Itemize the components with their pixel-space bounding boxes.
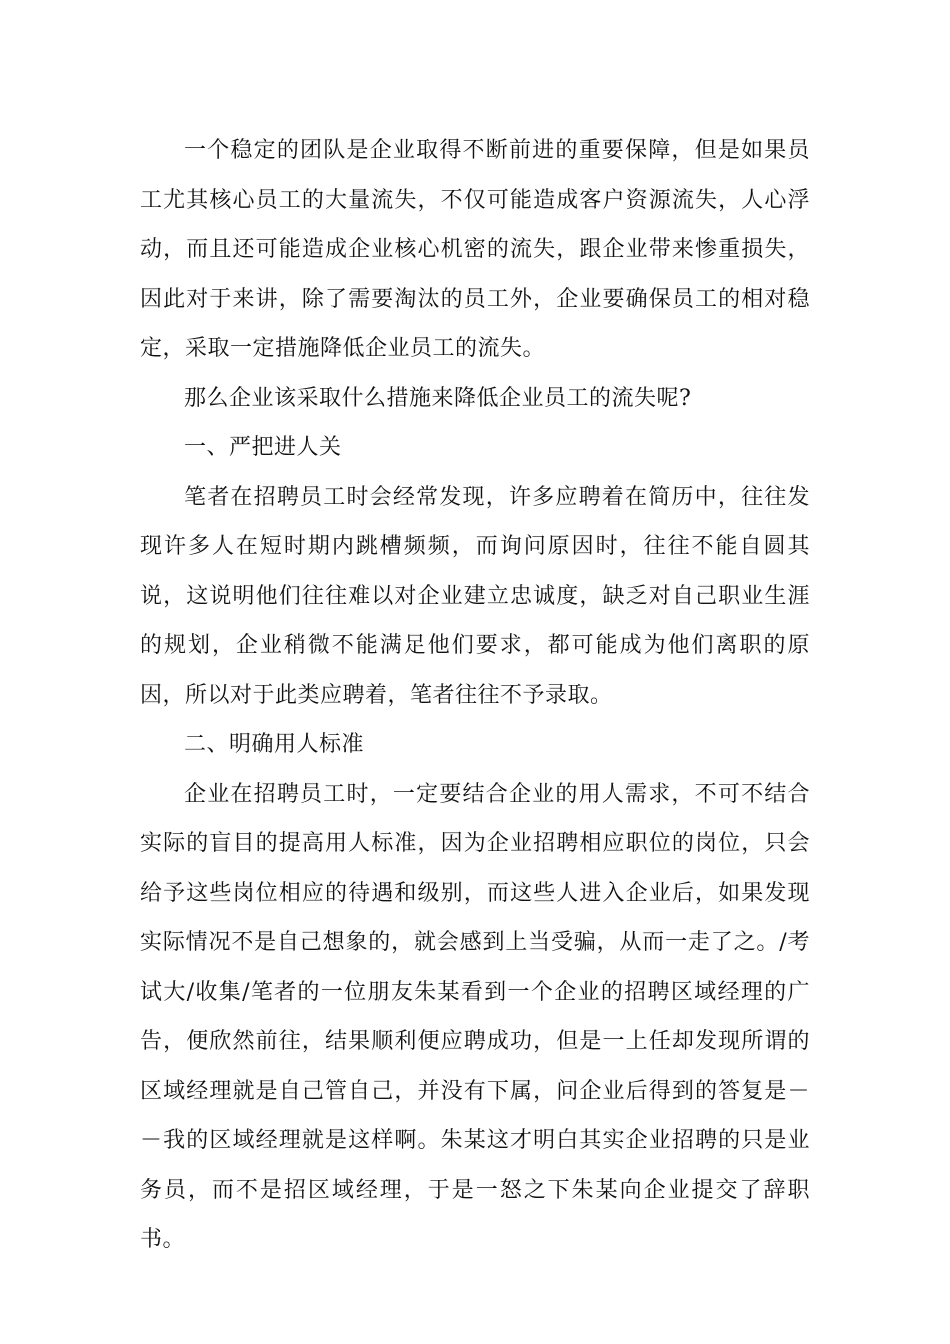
question-paragraph: 那么企业该采取什么措施来降低企业员工的流失呢?	[184, 385, 692, 411]
section-heading-1: 一、严把进人关	[184, 435, 342, 460]
section-1-paragraph: 笔者在招聘员工时会经常发现，许多应聘着在简历中，往往发现许多人在短时期内跳槽频频，而询问原因时，往往不能自圆其说，这说明他们往往难以对企业建立忠诚度，缺乏对自己职业生涯的规划，企业稍微不能满足他们要求，都可能成为他们离职的原因，所以对于此类应聘着，笔者往往不予录取。	[140, 484, 810, 708]
intro-paragraph: 一个稳定的团队是企业取得不断前进的重要保障，但是如果员工尤其核心员工的大量流失，不仅可能造成客户资源流失，人心浮动，而且还可能造成企业核心机密的流失，跟企业带来惨重损失，因此对于来讲，除了需要淘汰的员工外，企业要确保员工的相对稳定，采取一定措施降低企业员工的流失。	[140, 138, 810, 361]
section-heading-2: 二、明确用人标准	[184, 732, 365, 757]
document-body	[140, 126, 810, 1265]
section-2-paragraph: 企业在招聘员工时，一定要结合企业的用人需求，不可不结合实际的盲目的提高用人标准，因为企业招聘相应职位的岗位，只会给予这些岗位相应的待遇和级别，而这些人进入企业后，如果发现实际情况不是自己想象的，就会感到上当受骗，从而一走了之。/考试大/收集/笔者的一位朋友朱某看到一个企业的招聘区域经理的广告，便欣然前往，结果顺利便应聘成功，但是一上任却发现所谓的区域经理就是自己管自己，并没有下属，问企业后得到的答复是－－我的区域经理就是这样啊。朱某这才明白其实企业招聘的只是业务员，而不是招区域经理，于是一怒之下朱某向企业提交了辞职书。	[140, 781, 810, 1252]
